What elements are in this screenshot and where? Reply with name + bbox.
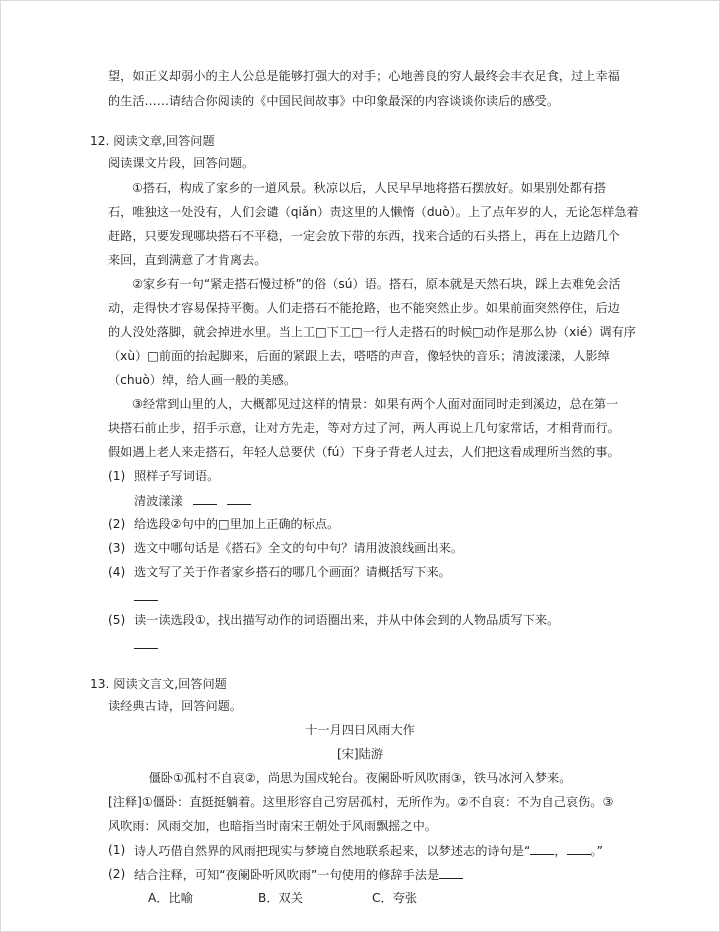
option-a[interactable]: A．比喻 bbox=[148, 891, 193, 905]
q13-instruction: 读经典古诗，回答问题。 bbox=[108, 699, 243, 713]
poem-author: [宋]陆游 bbox=[336, 747, 384, 761]
q12-sub3-text: 选文中哪句话是《搭石》全文的句中句？请用波浪线画出来。 bbox=[134, 541, 464, 555]
q12-p2-line-4: （xù）□前面的抬起脚来，后面的紧跟上去，嗒嗒的声音，像轻快的音乐；清波漾漾，人影绰 bbox=[108, 349, 610, 363]
q13-sub2-question: 结合注释，可知“夜阑卧听风吹雨”一句使用的修辞手法是 bbox=[134, 868, 440, 882]
poem-note-line-2: 风吹雨：风雨交加，也暗指当时南宋王朝处于风雨飘摇之中。 bbox=[108, 819, 438, 833]
q12-p2-line-5: （chuò）绰，给人画一般的美感。 bbox=[108, 373, 297, 387]
answer-blank[interactable] bbox=[439, 866, 463, 879]
q12-sub3-number: (3) bbox=[108, 541, 126, 555]
answer-blank[interactable] bbox=[567, 842, 591, 855]
example-word: 清波漾漾 bbox=[134, 494, 183, 508]
q12-sub5-number: (5) bbox=[108, 613, 126, 627]
q12-instruction: 阅读课文片段，回答问题。 bbox=[108, 156, 255, 170]
q12-sub1-text: 照样子写词语。 bbox=[134, 469, 220, 483]
poem-title: 十一月四日风雨大作 bbox=[305, 723, 415, 737]
q12-sub4-number: (4) bbox=[108, 565, 126, 579]
q12-sub2-number: (2) bbox=[108, 517, 126, 531]
intro-line-2: 的生活……请结合你阅读的《中国民间故事》中印象最深的内容谈谈你读后的感受。 bbox=[108, 94, 559, 108]
q13-sub1-separator: ， bbox=[554, 844, 567, 858]
q12-p1-line-3: 赶路，只要发现哪块搭石不平稳，一定会放下带的东西，找来合适的石头搭上，再在上边踏几个 bbox=[108, 229, 620, 243]
q12-p2-line-1: ②家乡有一句“紧走搭石慢过桥”的俗（sú）语。搭石，原本就是天然石块，踩上去难免会活 bbox=[132, 277, 621, 291]
option-b[interactable]: B．双关 bbox=[258, 891, 303, 905]
q13-sub2-text bbox=[134, 866, 463, 883]
q12-p1-line-2: 石，唯独这一处没有，人们会谴（qiǎn）责这里的人懒惰（duò）。上了点年岁的人，无论怎样急着 bbox=[108, 205, 639, 219]
answer-blank[interactable] bbox=[193, 492, 217, 505]
q13-sub1-text bbox=[134, 842, 603, 859]
q12-heading: 12. 阅读文章,回答问题 bbox=[90, 134, 215, 148]
q12-sub4-text: 选文写了关于作者家乡搭石的哪几个画面？请概括写下来。 bbox=[134, 565, 451, 579]
q12-p1-line-1: ①搭石，构成了家乡的一道风景。秋凉以后，人民早早地将搭石摆放好。如果别处都有搭 bbox=[132, 181, 607, 195]
q12-sub2-text: 给选段②句中的□里加上正确的标点。 bbox=[134, 517, 340, 531]
answer-blank[interactable] bbox=[530, 842, 554, 855]
q12-sub4-answer bbox=[134, 588, 158, 605]
answer-blank[interactable] bbox=[134, 636, 158, 649]
q12-p2-line-3: 的人没处落脚，就会掉进水里。当上工□下工□一行人走搭石的时候□动作是那么协（xié）调有序 bbox=[108, 325, 636, 339]
intro-line-1: 望，如正义却弱小的主人公总是能够打强大的对手；心地善良的穷人最终会丰衣足食，过上幸福 bbox=[108, 69, 620, 83]
q12-sub5-answer bbox=[134, 636, 158, 653]
q13-heading: 13. 阅读文言文,回答问题 bbox=[90, 677, 227, 691]
poem-note-line-1: [注释]①僵卧：直挺挺躺着。这里形容自己穷居孤村，无所作为。②不自哀：不为自己哀伤。③ bbox=[108, 795, 614, 809]
q12-p2-line-2: 动，走得快才容易保持平衡。人们走搭石不能抢路，也不能突然止步。如果前面突然停住，后边 bbox=[108, 301, 620, 315]
q12-p3-line-2: 块搭石前止步，招手示意，让对方先走，等对方过了河，两人再说上几句家常话，才相背而行。 bbox=[108, 421, 620, 435]
q12-p1-line-4: 来回，直到满意了才肯离去。 bbox=[108, 253, 267, 267]
q13-sub1-question: 诗人巧借自然界的风雨把现实与梦境自然地联系起来，以梦述志的诗句是“ bbox=[134, 844, 531, 858]
q13-sub2-number: (2) bbox=[108, 867, 126, 881]
option-c[interactable]: C．夸张 bbox=[372, 891, 418, 905]
q12-sub1-number: (1) bbox=[108, 469, 126, 483]
q12-sub5-text: 读一读选段①，找出描写动作的词语圈出来，并从中体会到的人物品质写下来。 bbox=[134, 613, 560, 627]
answer-blank[interactable] bbox=[134, 588, 158, 601]
answer-blank[interactable] bbox=[227, 492, 251, 505]
q13-sub1-number: (1) bbox=[108, 843, 126, 857]
poem-verse: 僵卧①孤村不自哀②，尚思为国戍轮台。夜阑卧听风吹雨③，铁马冰河入梦来。 bbox=[148, 771, 572, 785]
q12-sub1-example bbox=[134, 492, 251, 509]
q13-sub1-ending: 。” bbox=[590, 844, 603, 858]
q12-p3-line-1: ③经常到山里的人，大概都见过这样的情景：如果有两个人面对面同时走到溪边，总在第一 bbox=[132, 397, 619, 411]
q12-p3-line-3: 假如遇上老人来走搭石，年轻人总要伏（fú）下身子背老人过去，人们把这看成理所当然的事。 bbox=[108, 445, 620, 459]
